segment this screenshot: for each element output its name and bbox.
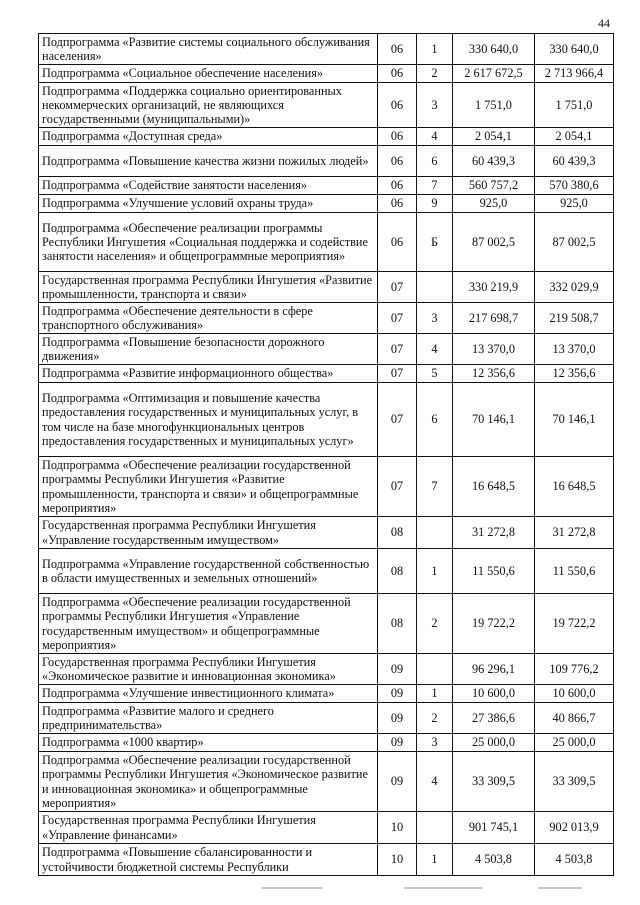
table-row xyxy=(39,844,614,876)
amount-year-2: 10 600,0 xyxy=(535,685,614,703)
program-name: Подпрограмма «Поддержка социально ориентированных некоммерческих организаций, не являющихся государственными (муниципальными)» xyxy=(39,83,378,128)
amount-year-1: 11 550,6 xyxy=(453,549,535,594)
subprogram-code: Б xyxy=(417,213,453,272)
program-name: Подпрограмма «Обеспечение реализации государственной программы Республики Ингушетия «Развитие промышленности, транспорта и связи» и общепрограммные мероприятия» xyxy=(39,457,378,517)
amount-year-1: 2 617 672,5 xyxy=(453,65,535,83)
program-code: 09 xyxy=(378,685,417,703)
amount-year-1: 330 640,0 xyxy=(453,34,535,65)
amount-year-1: 1 751,0 xyxy=(453,83,535,128)
amount-year-1: 10 600,0 xyxy=(453,685,535,703)
table-row xyxy=(39,549,614,594)
scan-artifact xyxy=(538,887,582,889)
amount-year-2: 902 013,9 xyxy=(535,812,614,844)
subprogram-code: 1 xyxy=(417,549,453,594)
amount-year-1: 2 054,1 xyxy=(453,128,535,146)
table-row xyxy=(39,334,614,365)
amount-year-2: 219 508,7 xyxy=(535,303,614,334)
table-row xyxy=(39,685,614,703)
table-row xyxy=(39,654,614,685)
subprogram-code: 2 xyxy=(417,65,453,83)
table-row xyxy=(39,594,614,654)
amount-year-2: 1 751,0 xyxy=(535,83,614,128)
program-code: 09 xyxy=(378,654,417,685)
program-name: Подпрограмма «Развитие информационного общества» xyxy=(39,365,378,383)
amount-year-2: 33 309,5 xyxy=(535,752,614,812)
table-row xyxy=(39,383,614,457)
amount-year-2: 16 648,5 xyxy=(535,457,614,517)
amount-year-1: 12 356,6 xyxy=(453,365,535,383)
program-code: 06 xyxy=(378,146,417,177)
amount-year-1: 33 309,5 xyxy=(453,752,535,812)
subprogram-code: 1 xyxy=(417,844,453,876)
table-row xyxy=(39,812,614,844)
subprogram-code: 9 xyxy=(417,195,453,213)
subprogram-code: 7 xyxy=(417,457,453,517)
program-code: 07 xyxy=(378,365,417,383)
program-code: 09 xyxy=(378,703,417,734)
amount-year-1: 27 386,6 xyxy=(453,703,535,734)
subprogram-code: 5 xyxy=(417,365,453,383)
subprogram-code xyxy=(417,517,453,549)
amount-year-1: 87 002,5 xyxy=(453,213,535,272)
program-code: 07 xyxy=(378,334,417,365)
page-number: 44 xyxy=(598,16,610,30)
table-row xyxy=(39,703,614,734)
program-name: Подпрограмма «Развитие системы социального обслуживания населения» xyxy=(39,34,378,65)
subprogram-code: 3 xyxy=(417,734,453,752)
amount-year-1: 31 272,8 xyxy=(453,517,535,549)
amount-year-2: 60 439,3 xyxy=(535,146,614,177)
amount-year-1: 96 296,1 xyxy=(453,654,535,685)
program-code: 09 xyxy=(378,734,417,752)
subprogram-code: 2 xyxy=(417,703,453,734)
amount-year-2: 2 054,1 xyxy=(535,128,614,146)
program-name: Подпрограмма «Улучшение инвестиционного климата» xyxy=(39,685,378,703)
amount-year-2: 19 722,2 xyxy=(535,594,614,654)
amount-year-2: 70 146,1 xyxy=(535,383,614,457)
subprogram-code xyxy=(417,272,453,303)
table-row xyxy=(39,734,614,752)
table-row xyxy=(39,128,614,146)
budget-table xyxy=(38,33,614,876)
program-code: 06 xyxy=(378,34,417,65)
program-code: 08 xyxy=(378,517,417,549)
program-code: 07 xyxy=(378,383,417,457)
amount-year-1: 330 219,9 xyxy=(453,272,535,303)
amount-year-2: 332 029,9 xyxy=(535,272,614,303)
program-name: Подпрограмма «Повышение качества жизни пожилых людей» xyxy=(39,146,378,177)
amount-year-2: 31 272,8 xyxy=(535,517,614,549)
table-row xyxy=(39,213,614,272)
amount-year-1: 25 000,0 xyxy=(453,734,535,752)
subprogram-code: 7 xyxy=(417,177,453,195)
program-name: Подпрограмма «Повышение сбалансированности и устойчивости бюджетной системы Республики xyxy=(39,844,378,876)
scan-artifact xyxy=(262,887,322,889)
table-row xyxy=(39,752,614,812)
program-code: 06 xyxy=(378,177,417,195)
program-name: Государственная программа Республики Ингушетия «Экономическое развитие и инновационная экономика» xyxy=(39,654,378,685)
amount-year-2: 925,0 xyxy=(535,195,614,213)
table-row xyxy=(39,272,614,303)
subprogram-code xyxy=(417,812,453,844)
amount-year-1: 13 370,0 xyxy=(453,334,535,365)
program-name: Подпрограмма «Управление государственной собственностью в области имущественных и земельных отношений» xyxy=(39,549,378,594)
program-name: Государственная программа Республики Ингушетия «Развитие промышленности, транспорта и связи» xyxy=(39,272,378,303)
program-code: 08 xyxy=(378,594,417,654)
program-name: Подпрограмма «Развитие малого и среднего предпринимательства» xyxy=(39,703,378,734)
program-name: Подпрограмма «Улучшение условий охраны труда» xyxy=(39,195,378,213)
program-code: 06 xyxy=(378,65,417,83)
amount-year-2: 40 866,7 xyxy=(535,703,614,734)
amount-year-1: 560 757,2 xyxy=(453,177,535,195)
amount-year-1: 217 698,7 xyxy=(453,303,535,334)
amount-year-2: 87 002,5 xyxy=(535,213,614,272)
subprogram-code: 2 xyxy=(417,594,453,654)
amount-year-1: 4 503,8 xyxy=(453,844,535,876)
subprogram-code: 6 xyxy=(417,146,453,177)
table-row xyxy=(39,365,614,383)
program-name: Подпрограмма «Социальное обеспечение населения» xyxy=(39,65,378,83)
subprogram-code: 6 xyxy=(417,383,453,457)
program-name: Подпрограмма «Обеспечение реализации государственной программы Республики Ингушетия «Экономическое развитие и инновационная экономика» и общепрограммные мероприятия» xyxy=(39,752,378,812)
program-name: Государственная программа Республики Ингушетия «Управление государственным имуществом» xyxy=(39,517,378,549)
amount-year-1: 60 439,3 xyxy=(453,146,535,177)
scan-artifact xyxy=(404,887,482,889)
program-code: 06 xyxy=(378,83,417,128)
amount-year-2: 4 503,8 xyxy=(535,844,614,876)
program-code: 10 xyxy=(378,844,417,876)
program-code: 08 xyxy=(378,549,417,594)
subprogram-code: 1 xyxy=(417,34,453,65)
subprogram-code: 4 xyxy=(417,334,453,365)
program-name: Подпрограмма «Обеспечение реализации государственной программы Республики Ингушетия «Управление государственным имуществом» и общепрограммные мероприятия» xyxy=(39,594,378,654)
program-name: Подпрограмма «Доступная среда» xyxy=(39,128,378,146)
program-code: 07 xyxy=(378,457,417,517)
amount-year-2: 25 000,0 xyxy=(535,734,614,752)
program-name: Подпрограмма «Повышение безопасности дорожного движения» xyxy=(39,334,378,365)
program-code: 07 xyxy=(378,303,417,334)
amount-year-2: 570 380,6 xyxy=(535,177,614,195)
program-code: 07 xyxy=(378,272,417,303)
table-row xyxy=(39,65,614,83)
program-code: 10 xyxy=(378,812,417,844)
amount-year-2: 11 550,6 xyxy=(535,549,614,594)
subprogram-code: 3 xyxy=(417,303,453,334)
program-name: Государственная программа Республики Ингушетия «Управление финансами» xyxy=(39,812,378,844)
amount-year-1: 70 146,1 xyxy=(453,383,535,457)
program-code: 06 xyxy=(378,213,417,272)
table-row xyxy=(39,303,614,334)
subprogram-code: 3 xyxy=(417,83,453,128)
amount-year-2: 330 640,0 xyxy=(535,34,614,65)
program-code: 06 xyxy=(378,128,417,146)
amount-year-1: 16 648,5 xyxy=(453,457,535,517)
table-row xyxy=(39,195,614,213)
table-row xyxy=(39,34,614,65)
program-code: 09 xyxy=(378,752,417,812)
program-name: Подпрограмма «Содействие занятости населения» xyxy=(39,177,378,195)
table-row xyxy=(39,177,614,195)
amount-year-1: 901 745,1 xyxy=(453,812,535,844)
amount-year-2: 2 713 966,4 xyxy=(535,65,614,83)
subprogram-code xyxy=(417,654,453,685)
table-row xyxy=(39,517,614,549)
program-name: Подпрограмма «1000 квартир» xyxy=(39,734,378,752)
amount-year-1: 925,0 xyxy=(453,195,535,213)
table-row xyxy=(39,83,614,128)
table-row xyxy=(39,146,614,177)
table-row xyxy=(39,457,614,517)
amount-year-2: 13 370,0 xyxy=(535,334,614,365)
program-code: 06 xyxy=(378,195,417,213)
program-name: Подпрограмма «Обеспечение реализации программы Республики Ингушетия «Социальная поддержка и содействие занятости населения» и общепрограммные мероприятия» xyxy=(39,213,378,272)
program-name: Подпрограмма «Обеспечение деятельности в сфере транспортного обслуживания» xyxy=(39,303,378,334)
amount-year-1: 19 722,2 xyxy=(453,594,535,654)
subprogram-code: 4 xyxy=(417,752,453,812)
amount-year-2: 12 356,6 xyxy=(535,365,614,383)
program-name: Подпрограмма «Оптимизация и повышение качества предоставления государственных и муниципальных услуг, в том числе на базе многофункциональных центров предоставления государственных и муниципальных услуг» xyxy=(39,383,378,457)
subprogram-code: 1 xyxy=(417,685,453,703)
amount-year-2: 109 776,2 xyxy=(535,654,614,685)
subprogram-code: 4 xyxy=(417,128,453,146)
